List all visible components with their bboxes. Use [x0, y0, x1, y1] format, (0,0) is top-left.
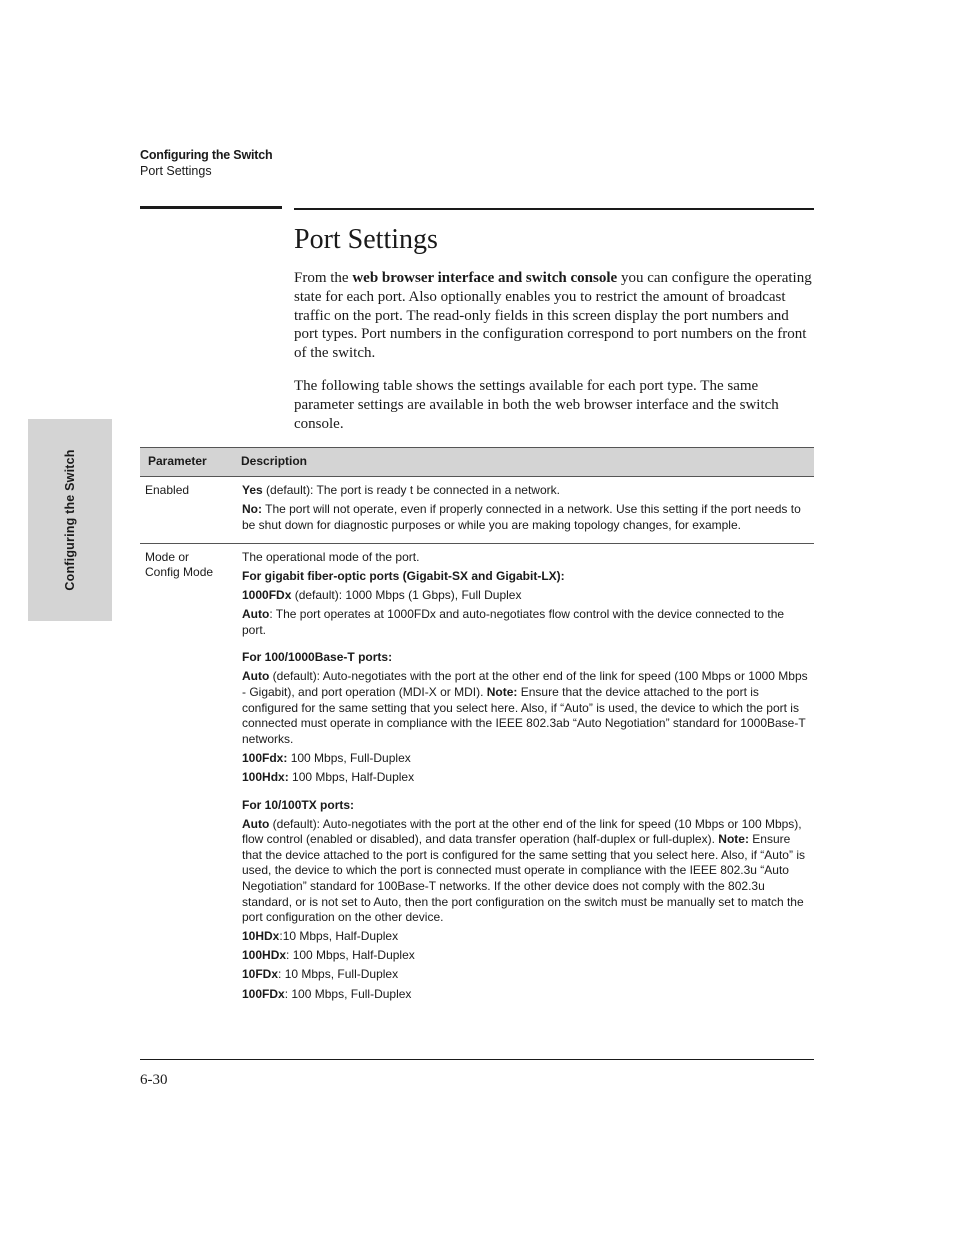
intro-text: you can configure the operating state for each port. Also optionally enables you to restrict the amount of broadcast traffic on the port. The read-only fields in this screen display the port numbers and port types. Port numbers in the configuration correspond to port numbers on the front of the switch. [294, 270, 812, 362]
footer-rule [140, 1059, 814, 1060]
desc-line [242, 967, 810, 983]
desc-text: (default): Auto-negotiates with the port at the other end of the link for speed (10 Mbps or 100 Mbps), flow control (enabled or disabled), and data transfer operation (half-duplex or full-duplex). [242, 816, 802, 847]
desc-term: 1000FDx [242, 587, 292, 602]
desc-line [242, 929, 810, 945]
desc-line [242, 502, 810, 533]
desc-text: (default): The port is ready t be connected in a network. [262, 483, 560, 497]
table-row-enabled [140, 477, 814, 544]
desc-line [242, 669, 810, 747]
desc-text: (default): 1000 Mbps (1 Gbps), Full Duplex [291, 587, 522, 602]
desc-text: Ensure that the device attached to the port is configured for the same setting that you select here. Also, if “Auto” is used, the device to which the port is connected must operate in compliance with the IEEE 802.3ab “Auto Negotiation” standard for 1000Base-T networks. [242, 684, 806, 746]
desc-term: 100FDx [242, 986, 285, 1001]
port-settings-table [140, 447, 814, 1010]
desc-note-label: Note: [486, 684, 518, 699]
desc-subheading [242, 569, 810, 585]
desc-term: For 100/1000Base-T ports: [242, 650, 393, 665]
desc-text: :10 Mbps, Half-Duplex [279, 929, 399, 944]
desc-line [242, 817, 810, 926]
desc-text: 100 Mbps, Full-Duplex [287, 750, 411, 765]
param-enabled: Enabled [140, 477, 234, 544]
desc-term: For gigabit fiber-optic ports (Gigabit-SX and Gigabit-LX): [242, 568, 565, 583]
desc-term: 10HDx [242, 929, 280, 944]
desc-term: 100Fdx: [242, 750, 288, 765]
header-rule-right [294, 208, 814, 210]
param-mode-line: Mode or [145, 549, 190, 564]
param-mode [140, 543, 234, 1009]
running-head [140, 147, 272, 179]
desc-term: No: [242, 502, 262, 517]
intro-paragraph-2: The following table shows the settings available for each port type. The same parameter settings are available in both the web browser interface and the switch console. [294, 378, 779, 432]
desc-text: (default): Auto-negotiates with the port at the other end of the link for speed (100 Mbps or 1000 Mbps - Gigabit), and port operation (MDI-X or MDI). [242, 669, 808, 699]
page-title: Port Settings [294, 224, 438, 255]
desc-term: Auto [242, 607, 270, 622]
table-header-row [140, 448, 814, 477]
desc-note-label: Note: [718, 832, 749, 847]
chapter-side-tab-label: Configuring the Switch [63, 449, 77, 591]
desc-term: For 10/100TX ports: [242, 797, 355, 812]
desc-term: 100Hdx: [242, 769, 289, 784]
desc-line [242, 751, 810, 767]
desc-mode [234, 543, 814, 1009]
page-number: 6-30 [140, 1072, 168, 1088]
desc-term: 100HDx [242, 948, 287, 963]
desc-text: 100 Mbps, Half-Duplex [288, 769, 415, 784]
param-mode-line: Config Mode [145, 565, 214, 580]
desc-subheading [242, 798, 810, 814]
desc-line [242, 607, 810, 638]
desc-term: Auto [242, 816, 270, 831]
desc-term: 10FDx [242, 967, 279, 982]
desc-text: Ensure that the device attached to the port is configured for the same setting that you select here. Also, if “Auto” is used, the device to which the port is connected must operate in compliance with the IEEE 802.3u “Auto Negotiation” standard for 100Base-T networks. If the other device does not comply with the 802.3u standard, or is not set to Auto, then the port configuration on the switch must be manually set to match the port configuration on the other device. [242, 832, 805, 925]
desc-enabled [234, 477, 814, 544]
column-header-parameter: Parameter [140, 448, 234, 477]
running-head-section: Port Settings [140, 164, 212, 178]
intro-text: From the [294, 270, 353, 286]
table-row-mode [140, 543, 814, 1009]
desc-line [242, 483, 810, 499]
desc-line [242, 588, 810, 604]
desc-text: : 100 Mbps, Full-Duplex [284, 986, 412, 1001]
header-rule-left [140, 206, 282, 209]
desc-line [242, 987, 810, 1003]
desc-text: : 10 Mbps, Full-Duplex [278, 967, 399, 982]
desc-line: The operational mode of the port. [242, 549, 420, 564]
desc-line [242, 948, 810, 964]
desc-text: : The port operates at 1000FDx and auto-negotiates flow control with the device connected to the port. [242, 607, 785, 637]
intro-bold-text: web browser interface and switch console [352, 270, 618, 286]
desc-line [242, 770, 810, 786]
running-head-chapter: Configuring the Switch [140, 148, 273, 162]
desc-text: The port will not operate, even if properly connected in a network. Use this setting if the port needs to be shut down for diagnostic purposes or while you are making topology changes, for example. [242, 502, 801, 532]
intro-paragraph-1 [294, 269, 816, 363]
desc-text: : 100 Mbps, Half-Duplex [286, 948, 415, 963]
desc-term: Yes [242, 483, 263, 497]
column-header-description: Description [234, 448, 814, 477]
desc-subheading [242, 650, 810, 666]
desc-term: Auto [242, 669, 270, 684]
